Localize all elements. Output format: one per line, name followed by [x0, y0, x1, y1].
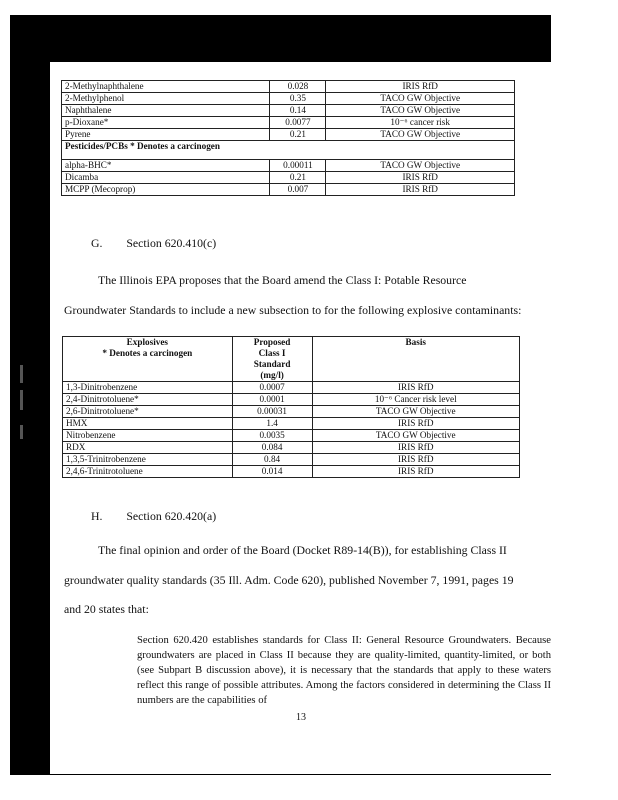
category-label: Pesticides/PCBs * Denotes a carcinogen [62, 141, 515, 160]
header-carcinogen-note: * Denotes a carcinogen [102, 348, 193, 358]
cell-basis: 10⁻⁶ Cancer risk level [312, 394, 520, 406]
cell-name: Naphthalene [62, 105, 270, 117]
section-g-label: G. [91, 236, 103, 250]
header-standard: Standard [253, 359, 291, 369]
cell-value: 0.084 [232, 442, 312, 454]
cell-value: 0.21 [270, 172, 326, 184]
section-g-para-line2: Groundwater Standards to include a new subsection to for the following explosive contaminants: [64, 303, 522, 317]
header-class-i: Class I [258, 348, 286, 358]
cell-basis: TACO GW Objective [312, 430, 520, 442]
section-g-heading [91, 236, 216, 251]
cell-value: 0.84 [232, 454, 312, 466]
cell-basis: TACO GW Objective [326, 93, 515, 105]
table-row [63, 406, 520, 418]
cell-name: Nitrobenzene [63, 430, 233, 442]
cell-value: 0.00031 [232, 406, 312, 418]
cell-basis: IRIS RfD [312, 442, 520, 454]
table-row [63, 394, 520, 406]
block-quote: Section 620.420 establishes standards for Class II: General Resource Groundwaters. Because groundwaters are placed in Class II because they are quality-limited, quantity-limited, or both (see Subpart B discussion above), it is necessary that the standards that apply to these waters reflect this range of possible attributes. Among the factors considered in determining the Class II numbers are the capabilities of [137, 635, 551, 706]
section-g-para-line1: The Illinois EPA proposes that the Board amend the Class I: Potable Resource [98, 273, 467, 287]
cell-basis: IRIS RfD [312, 418, 520, 430]
header-explosives: Explosives [126, 337, 169, 347]
cell-value: 0.35 [270, 93, 326, 105]
contaminant-table-continued [61, 80, 515, 196]
cell-name: HMX [63, 418, 233, 430]
table-row [63, 430, 520, 442]
document-page [50, 62, 551, 774]
cell-name: 2,4-Dinitrotoluene* [63, 394, 233, 406]
section-h-para-line2: groundwater quality standards (35 Ill. Adm. Code 620), published November 7, 1991, pages 19 [64, 573, 514, 587]
section-h-heading [91, 509, 216, 524]
scan-mark [20, 365, 23, 383]
cell-value: 0.028 [270, 81, 326, 93]
cell-value: 0.0077 [270, 117, 326, 129]
cell-basis: IRIS RfD [312, 466, 520, 478]
page-number: 13 [296, 712, 306, 723]
section-h-para-line1: The final opinion and order of the Board (Docket R89-14(B)), for establishing Class II [98, 543, 507, 557]
cell-value: 0.21 [270, 129, 326, 141]
header-basis: Basis [312, 337, 520, 382]
cell-name: Pyrene [62, 129, 270, 141]
cell-value: 1.4 [232, 418, 312, 430]
cell-basis: TACO GW Objective [326, 160, 515, 172]
table-row [62, 129, 515, 141]
cell-basis: 10⁻⁶ cancer risk [326, 117, 515, 129]
table-row [62, 184, 515, 196]
scan-border-left [10, 15, 50, 775]
scan-mark [20, 390, 23, 410]
cell-value: 0.0007 [232, 382, 312, 394]
cell-value: 0.007 [270, 184, 326, 196]
cell-name: 2,6-Dinitrotoluene* [63, 406, 233, 418]
cell-value: 0.14 [270, 105, 326, 117]
table-row [62, 81, 515, 93]
cell-name: alpha-BHC* [62, 160, 270, 172]
cell-name: 2-Methylnaphthalene [62, 81, 270, 93]
cell-name: 2-Methylphenol [62, 93, 270, 105]
cell-name: RDX [63, 442, 233, 454]
cell-basis: TACO GW Objective [326, 105, 515, 117]
table-row [63, 382, 520, 394]
table-category-row [62, 141, 515, 160]
explosives-table-body [63, 382, 520, 478]
table-row [62, 117, 515, 129]
cell-name: 2,4,6-Trinitrotoluene [63, 466, 233, 478]
table-row [63, 442, 520, 454]
scan-mark [20, 425, 23, 439]
section-h-label: H. [91, 509, 103, 523]
contaminant-table-body [62, 81, 515, 196]
cell-value: 0.014 [232, 466, 312, 478]
cell-basis: IRIS RfD [312, 382, 520, 394]
cell-name: MCPP (Mecoprop) [62, 184, 270, 196]
cell-value: 0.00011 [270, 160, 326, 172]
cell-name: Dicamba [62, 172, 270, 184]
section-g-title: Section 620.410(c) [126, 236, 217, 250]
table-row [63, 418, 520, 430]
table-row [62, 172, 515, 184]
cell-basis: IRIS RfD [326, 184, 515, 196]
cell-basis: IRIS RfD [312, 454, 520, 466]
table-row [62, 105, 515, 117]
section-h-para-line3: and 20 states that: [64, 602, 149, 616]
cell-value: 0.0001 [232, 394, 312, 406]
cell-basis: TACO GW Objective [312, 406, 520, 418]
table-row [62, 160, 515, 172]
header-proposed: Proposed [253, 337, 291, 347]
cell-value: 0.0035 [232, 430, 312, 442]
explosives-table-header [63, 337, 520, 382]
cell-basis: IRIS RfD [326, 81, 515, 93]
section-h-title: Section 620.420(a) [126, 509, 217, 523]
table-row [63, 454, 520, 466]
table-row [63, 466, 520, 478]
cell-basis: TACO GW Objective [326, 129, 515, 141]
cell-basis: IRIS RfD [326, 172, 515, 184]
cell-name: p-Dioxane* [62, 117, 270, 129]
cell-name: 1,3-Dinitrobenzene [63, 382, 233, 394]
explosives-table [62, 336, 520, 478]
header-units: (mg/l) [260, 370, 284, 380]
cell-name: 1,3,5-Trinitrobenzene [63, 454, 233, 466]
scan-border-top [10, 15, 551, 62]
table-row [62, 93, 515, 105]
